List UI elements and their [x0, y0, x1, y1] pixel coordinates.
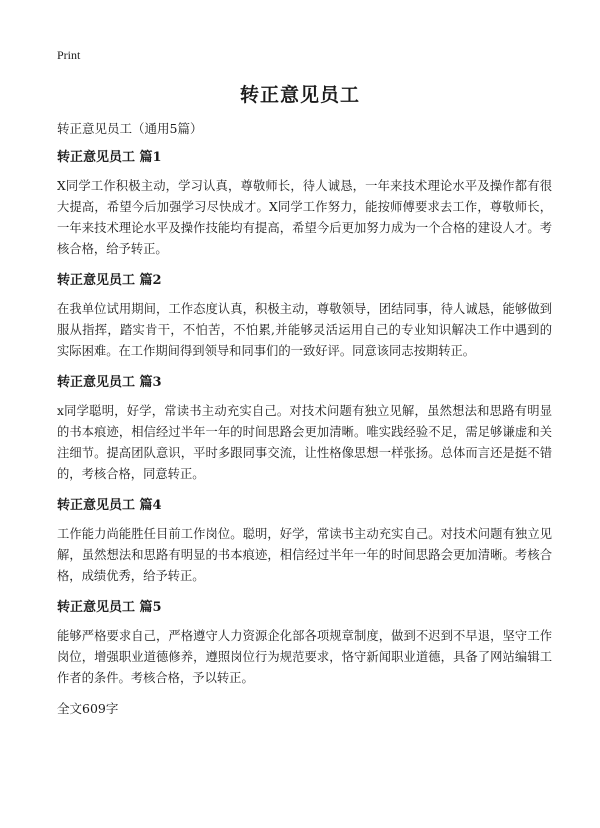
section-heading: 转正意见员工 篇1: [57, 150, 162, 165]
section-body: 能够严格要求自己，严格遵守人力资源企化部各项规章制度，做到不迟到不早退，坚守工作岗位，增强职业道德修养，遵照岗位行为规范要求，恪守新闻职业道德，具备了网站编辑工作者的条件。考核合格，予以转正。: [57, 629, 552, 685]
section-4: [57, 496, 552, 587]
section-body: X同学工作积极主动，学习认真，尊敬师长，待人诚恳，一年来技术理论水平及操作都有很大提高，希望今后加强学习尽快成才。X同学工作努力，能按师傅要求去工作，尊敬师长，一年来技术理论水平及操作技能均有提高，希望今后更加努力成为一个合格的建设人才。考核合格，给予转正。: [57, 179, 552, 256]
document-subtitle: 转正意见员工（通用5篇）: [57, 121, 203, 136]
section-3: [57, 373, 552, 485]
section-1: [57, 148, 552, 260]
print-label: Print: [57, 48, 81, 62]
section-2: [57, 271, 552, 362]
section-heading: 转正意见员工 篇2: [57, 273, 162, 288]
section-body: 工作能力尚能胜任目前工作岗位。聪明，好学，常读书主动充实自己。对技术问题有独立见解，虽然想法和思路有明显的书本痕迹，相信经过半年一年的时间思路会更加清晰。考核合格，成绩优秀，给予转正。: [57, 527, 552, 583]
section-5: [57, 598, 552, 689]
section-heading: 转正意见员工 篇3: [57, 375, 162, 390]
section-body: x同学聪明，好学，常读书主动充实自己。对技术问题有独立见解，虽然想法和思路有明显的书本痕迹，相信经过半年一年的时间思路会更加清晰。唯实践经验不足，需足够谦虚和关注细节。提高团队意识，平时多跟同事交流，让性格像思想一样张扬。总体而言还是挺不错的，考核合格，同意转正。: [57, 404, 552, 481]
document-content: [57, 120, 552, 718]
section-heading: 转正意见员工 篇4: [57, 498, 162, 513]
word-count: 全文609字: [57, 701, 119, 716]
section-heading: 转正意见员工 篇5: [57, 600, 162, 615]
section-body: 在我单位试用期间，工作态度认真，积极主动，尊敬领导，团结同事，待人诚恳，能够做到服从指挥，踏实肯干，不怕苦，不怕累,并能够灵活运用自己的专业知识解决工作中遇到的实际困难。在工作期间得到领导和同事们的一致好评。同意该同志按期转正。: [57, 302, 552, 358]
document-title: 转正意见员工: [239, 84, 360, 106]
